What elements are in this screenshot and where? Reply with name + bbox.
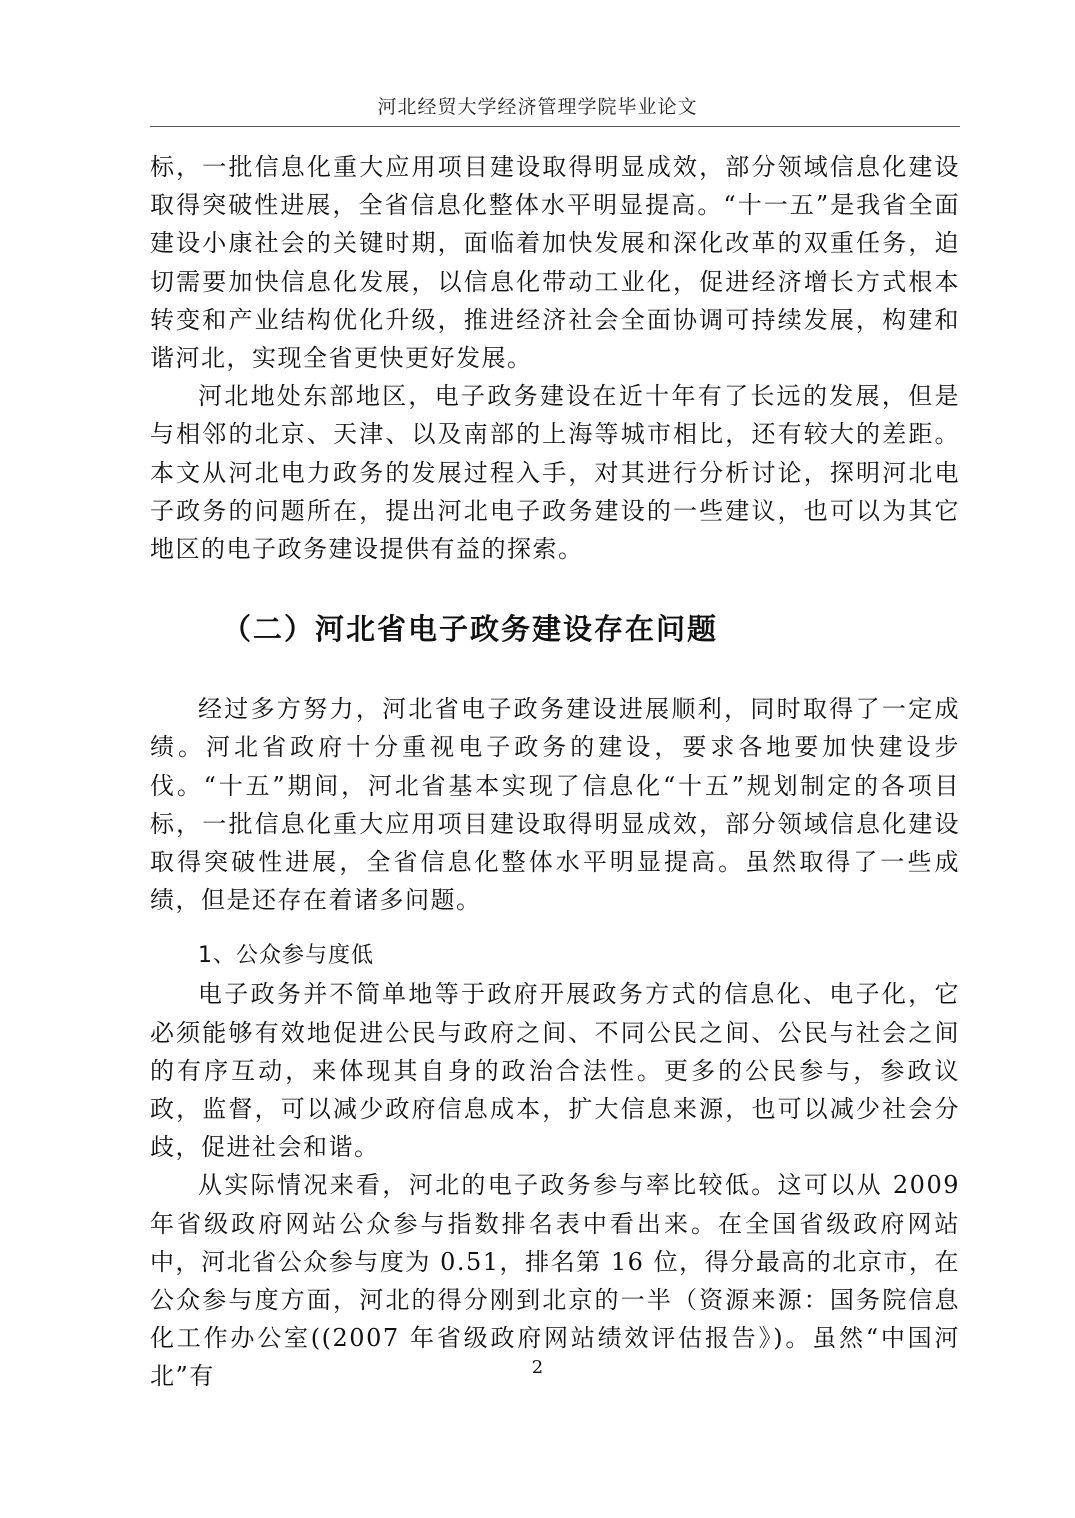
spacer <box>150 919 960 937</box>
body-paragraph-2: 河北地处东部地区，电子政务建设在近十年有了长远的发展，但是与相邻的北京、天津、以及南部的上海等城市相比，还有较大的差距。本文从河北电力政务的发展过程入手，对其进行分析讨论，探明河北电子政务的问题所在，提出河北电子政务建设的一些建议，也可以为其它地区的电子政务建设提供有益的探索。 <box>150 382 960 564</box>
header-divider <box>150 126 960 127</box>
body-paragraph-5: 从实际情况来看，河北的电子政务参与率比较低。这可以从 2009 年省级政府网站公众参与指数排名表中看出来。在全国省级政府网站中，河北省公众参与度为 0.51，排名第 16 位，得分最高的北京市，在公众参与度方面，河北的得分刚到北京的一半（资源来源：国务院信息化工作办公室((2007 年省级政府网站绩效评估报告》)。虽然“中国河北”有 <box>150 1171 960 1391</box>
subsection-heading: 1、公众参与度低 <box>198 943 374 969</box>
page-number: 2 <box>531 1357 544 1378</box>
body-paragraph-1: 标，一批信息化重大应用项目建设取得明显成效，部分领域信息化建设取得突破性进展，全省信息化整体水平明显提高。“十一五”是我省全面建设小康社会的关键时期，面临着加快发展和深化改革的双重任务，迫切需要加快信息化发展，以信息化带动工业化，促进经济增长方式根本转变和产业结构优化升级，推进经济社会全面协调可持续发展，构建和谐河北，实现全省更快更好发展。 <box>150 153 960 373</box>
spacer <box>150 568 960 606</box>
page-header: 河北经贸大学经济管理学院毕业论文 <box>377 96 698 118</box>
body-paragraph-4: 电子政务并不简单地等于政府开展政务方式的信息化、电子化，它必须能够有效地促进公民与政府之间、不同公民之间、公民与社会之间的有序互动，来体现其自身的政治合法性。更多的公民参与，参政议政，监督，可以减少政府信息成本，扩大信息来源，也可以减少社会分歧，促进社会和谐。 <box>150 980 960 1162</box>
body-paragraph-3: 经过多方努力，河北省电子政务建设进展顺利，同时取得了一定成绩。河北省政府十分重视电子政务的建设，要求各地要加快建设步伐。“十五”期间，河北省基本实现了信息化“十五”规划制定的各项目标，一批信息化重大应用项目建设取得明显成效，部分领域信息化建设取得突破性进展，全省信息化整体水平明显提高。虽然取得了一些成绩，但是还存在着诸多问题。 <box>150 695 960 915</box>
section-heading: （二）河北省电子政务建设存在问题 <box>222 612 719 647</box>
page-body <box>150 148 960 1396</box>
spacer <box>150 652 960 690</box>
